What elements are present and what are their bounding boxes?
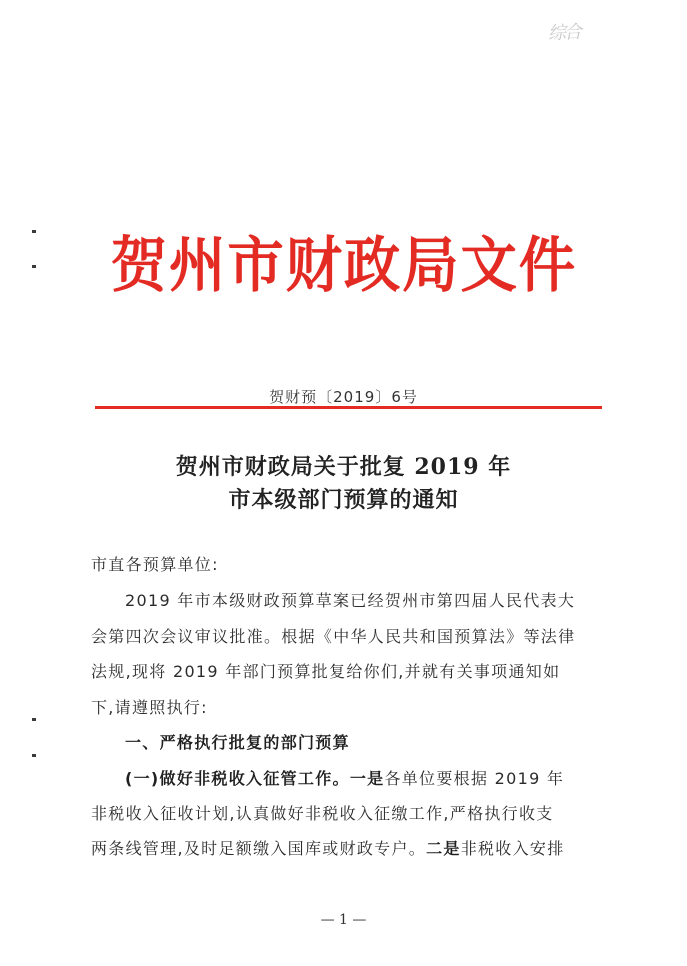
paragraph-line xyxy=(91,836,565,859)
red-divider-line xyxy=(95,406,602,409)
paragraph-text: 两条线管理,及时足额缴入国库或财政专户。 xyxy=(91,839,427,858)
paragraph-text: 各单位要根据 2019 年 xyxy=(384,769,565,788)
page-number: — 1 — xyxy=(320,912,367,928)
paragraph-line xyxy=(125,766,564,789)
margin-binding-mark xyxy=(32,718,36,721)
section-heading: 一、严格执行批复的部门预算 xyxy=(125,733,350,752)
paragraph-line: 法规,现将 2019 年部门预算批复给你们,并就有关事项通知如 xyxy=(91,662,561,681)
salutation: 市直各预算单位: xyxy=(91,555,219,574)
paragraph-text: 非税收入安排 xyxy=(460,839,565,858)
paragraph-line: 会第四次会议审议批准。根据《中华人民共和国预算法》等法律 xyxy=(91,627,576,646)
document-title-line: 市本级部门预算的通知 xyxy=(228,487,459,513)
red-header-title: 贺州市财政局文件 xyxy=(110,231,578,301)
margin-binding-mark xyxy=(32,754,36,757)
document-number: 贺财预〔2019〕6号 xyxy=(269,388,418,406)
subsection-heading: (一)做好非税收入征管工作。 xyxy=(125,769,350,788)
paragraph-line: 下,请遵照执行: xyxy=(91,698,208,717)
lead-label: 一是 xyxy=(349,769,385,788)
corner-handwritten-note: 综合 xyxy=(547,21,581,45)
paragraph-line: 2019 年市本级财政预算草案已经贺州市第四届人民代表大 xyxy=(125,591,576,610)
paragraph-line: 非税收入征收计划,认真做好非税收入征缴工作,严格执行收支 xyxy=(91,804,554,823)
lead-label: 二是 xyxy=(426,839,461,858)
document-title-line: 贺州市财政局关于批复 2019 年 xyxy=(175,454,512,480)
